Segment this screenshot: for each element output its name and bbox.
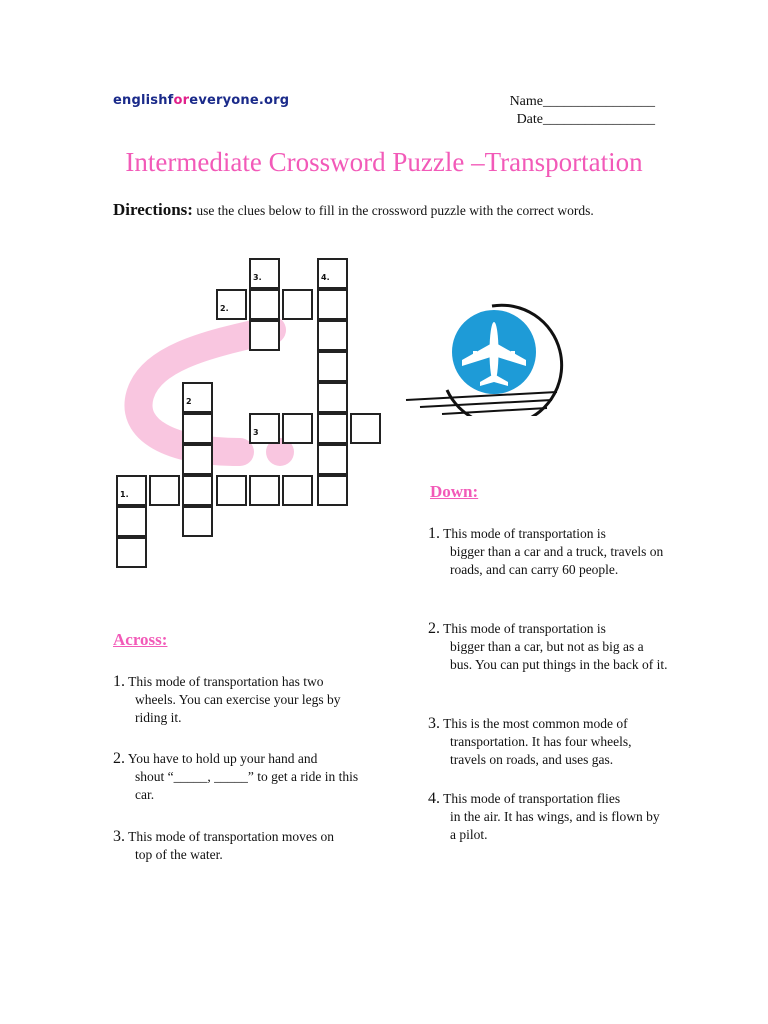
clue-number: 3: [253, 428, 259, 437]
clue-text-cont: transportation. It has four wheels, travels on roads, and uses gas.: [450, 734, 632, 767]
grid-cell[interactable]: [249, 289, 280, 320]
directions-text: use the clues below to fill in the crossword puzzle with the correct words.: [196, 203, 594, 218]
grid-cell[interactable]: [282, 413, 313, 444]
clue-number: 2: [186, 397, 192, 406]
grid-cell[interactable]: [182, 444, 213, 475]
grid-cell[interactable]: [350, 413, 381, 444]
directions: [113, 200, 594, 220]
down-clue-4: [428, 790, 668, 844]
name-line[interactable]: Name________________: [509, 94, 655, 109]
down-heading: Down:: [430, 482, 479, 501]
grid-cell[interactable]: [317, 351, 348, 382]
grid-cell[interactable]: [216, 475, 247, 506]
name-date-block: [510, 93, 655, 129]
clue-number: 3.: [253, 273, 262, 282]
grid-cell[interactable]: [317, 258, 348, 289]
page-title: Intermediate Crossword Puzzle –Transportation: [125, 147, 643, 177]
clue-number: 3.: [113, 828, 125, 845]
brand-part-1: englishf: [113, 93, 174, 108]
across-clue-2: [113, 750, 373, 804]
brand-part-2: or: [173, 93, 190, 108]
grid-cell[interactable]: [116, 506, 147, 537]
date-line[interactable]: Date________________: [516, 112, 655, 127]
grid-cell[interactable]: [282, 475, 313, 506]
directions-label: Directions:: [113, 200, 193, 219]
clue-number: 2.: [428, 620, 440, 637]
clue-text: This mode of transportation is: [443, 526, 606, 541]
across-clue-3: [113, 828, 373, 864]
grid-cell[interactable]: [317, 320, 348, 351]
clue-number: 2.: [113, 750, 125, 767]
grid-cell[interactable]: [249, 258, 280, 289]
clue-text: This is the most common mode of: [443, 716, 628, 731]
down-clue-1: [428, 525, 668, 579]
grid-cell[interactable]: [317, 382, 348, 413]
across-heading: Across:: [113, 630, 168, 649]
clue-number: 1.: [113, 673, 125, 690]
grid-cell[interactable]: [317, 475, 348, 506]
clue-text: This mode of transportation moves on: [128, 829, 334, 844]
grid-cell[interactable]: [249, 413, 280, 444]
grid-cell[interactable]: [149, 475, 180, 506]
clue-text: This mode of transportation flies: [443, 791, 621, 806]
grid-cell[interactable]: [249, 320, 280, 351]
clue-text-cont: in the air. It has wings, and is flown by a pilot.: [450, 809, 660, 842]
grid-cell[interactable]: [317, 289, 348, 320]
grid-cell[interactable]: [317, 413, 348, 444]
clue-number: 3.: [428, 715, 440, 732]
brand-part-3: everyone.org: [189, 93, 290, 108]
clue-text-cont: wheels. You can exercise your legs by riding it.: [135, 692, 341, 725]
grid-cell[interactable]: [249, 475, 280, 506]
airplane-icon: [402, 296, 572, 416]
clue-text-cont: bigger than a car and a truck, travels on roads, and can carry 60 people.: [450, 544, 664, 577]
grid-cell[interactable]: [182, 506, 213, 537]
clue-number: 1.: [120, 490, 129, 499]
clue-text: This mode of transportation is: [443, 621, 606, 636]
grid-cell[interactable]: [317, 444, 348, 475]
clue-text: You have to hold up your hand and: [127, 751, 318, 766]
grid-cell[interactable]: [116, 537, 147, 568]
brand-logo: [113, 93, 289, 108]
grid-cell[interactable]: [216, 289, 247, 320]
clue-number: 1.: [428, 525, 440, 542]
grid-cell[interactable]: [182, 382, 213, 413]
clue-text: This mode of transportation has two: [128, 674, 324, 689]
clue-text-cont: bigger than a car, but not as big as a bus. You can put things in the back of it.: [450, 639, 668, 672]
clue-number: 2.: [220, 304, 229, 313]
clue-number: 4.: [321, 273, 330, 282]
grid-cell[interactable]: [182, 475, 213, 506]
grid-cell[interactable]: [182, 413, 213, 444]
grid-cell[interactable]: [116, 475, 147, 506]
clue-text-cont: top of the water.: [135, 847, 223, 862]
grid-cell[interactable]: [282, 289, 313, 320]
down-clue-2: [428, 620, 668, 674]
down-clue-3: [428, 715, 668, 769]
clue-text-cont: shout “_____, _____” to get a ride in this car.: [135, 769, 359, 802]
clue-number: 4.: [428, 790, 440, 807]
across-clue-1: [113, 673, 373, 727]
